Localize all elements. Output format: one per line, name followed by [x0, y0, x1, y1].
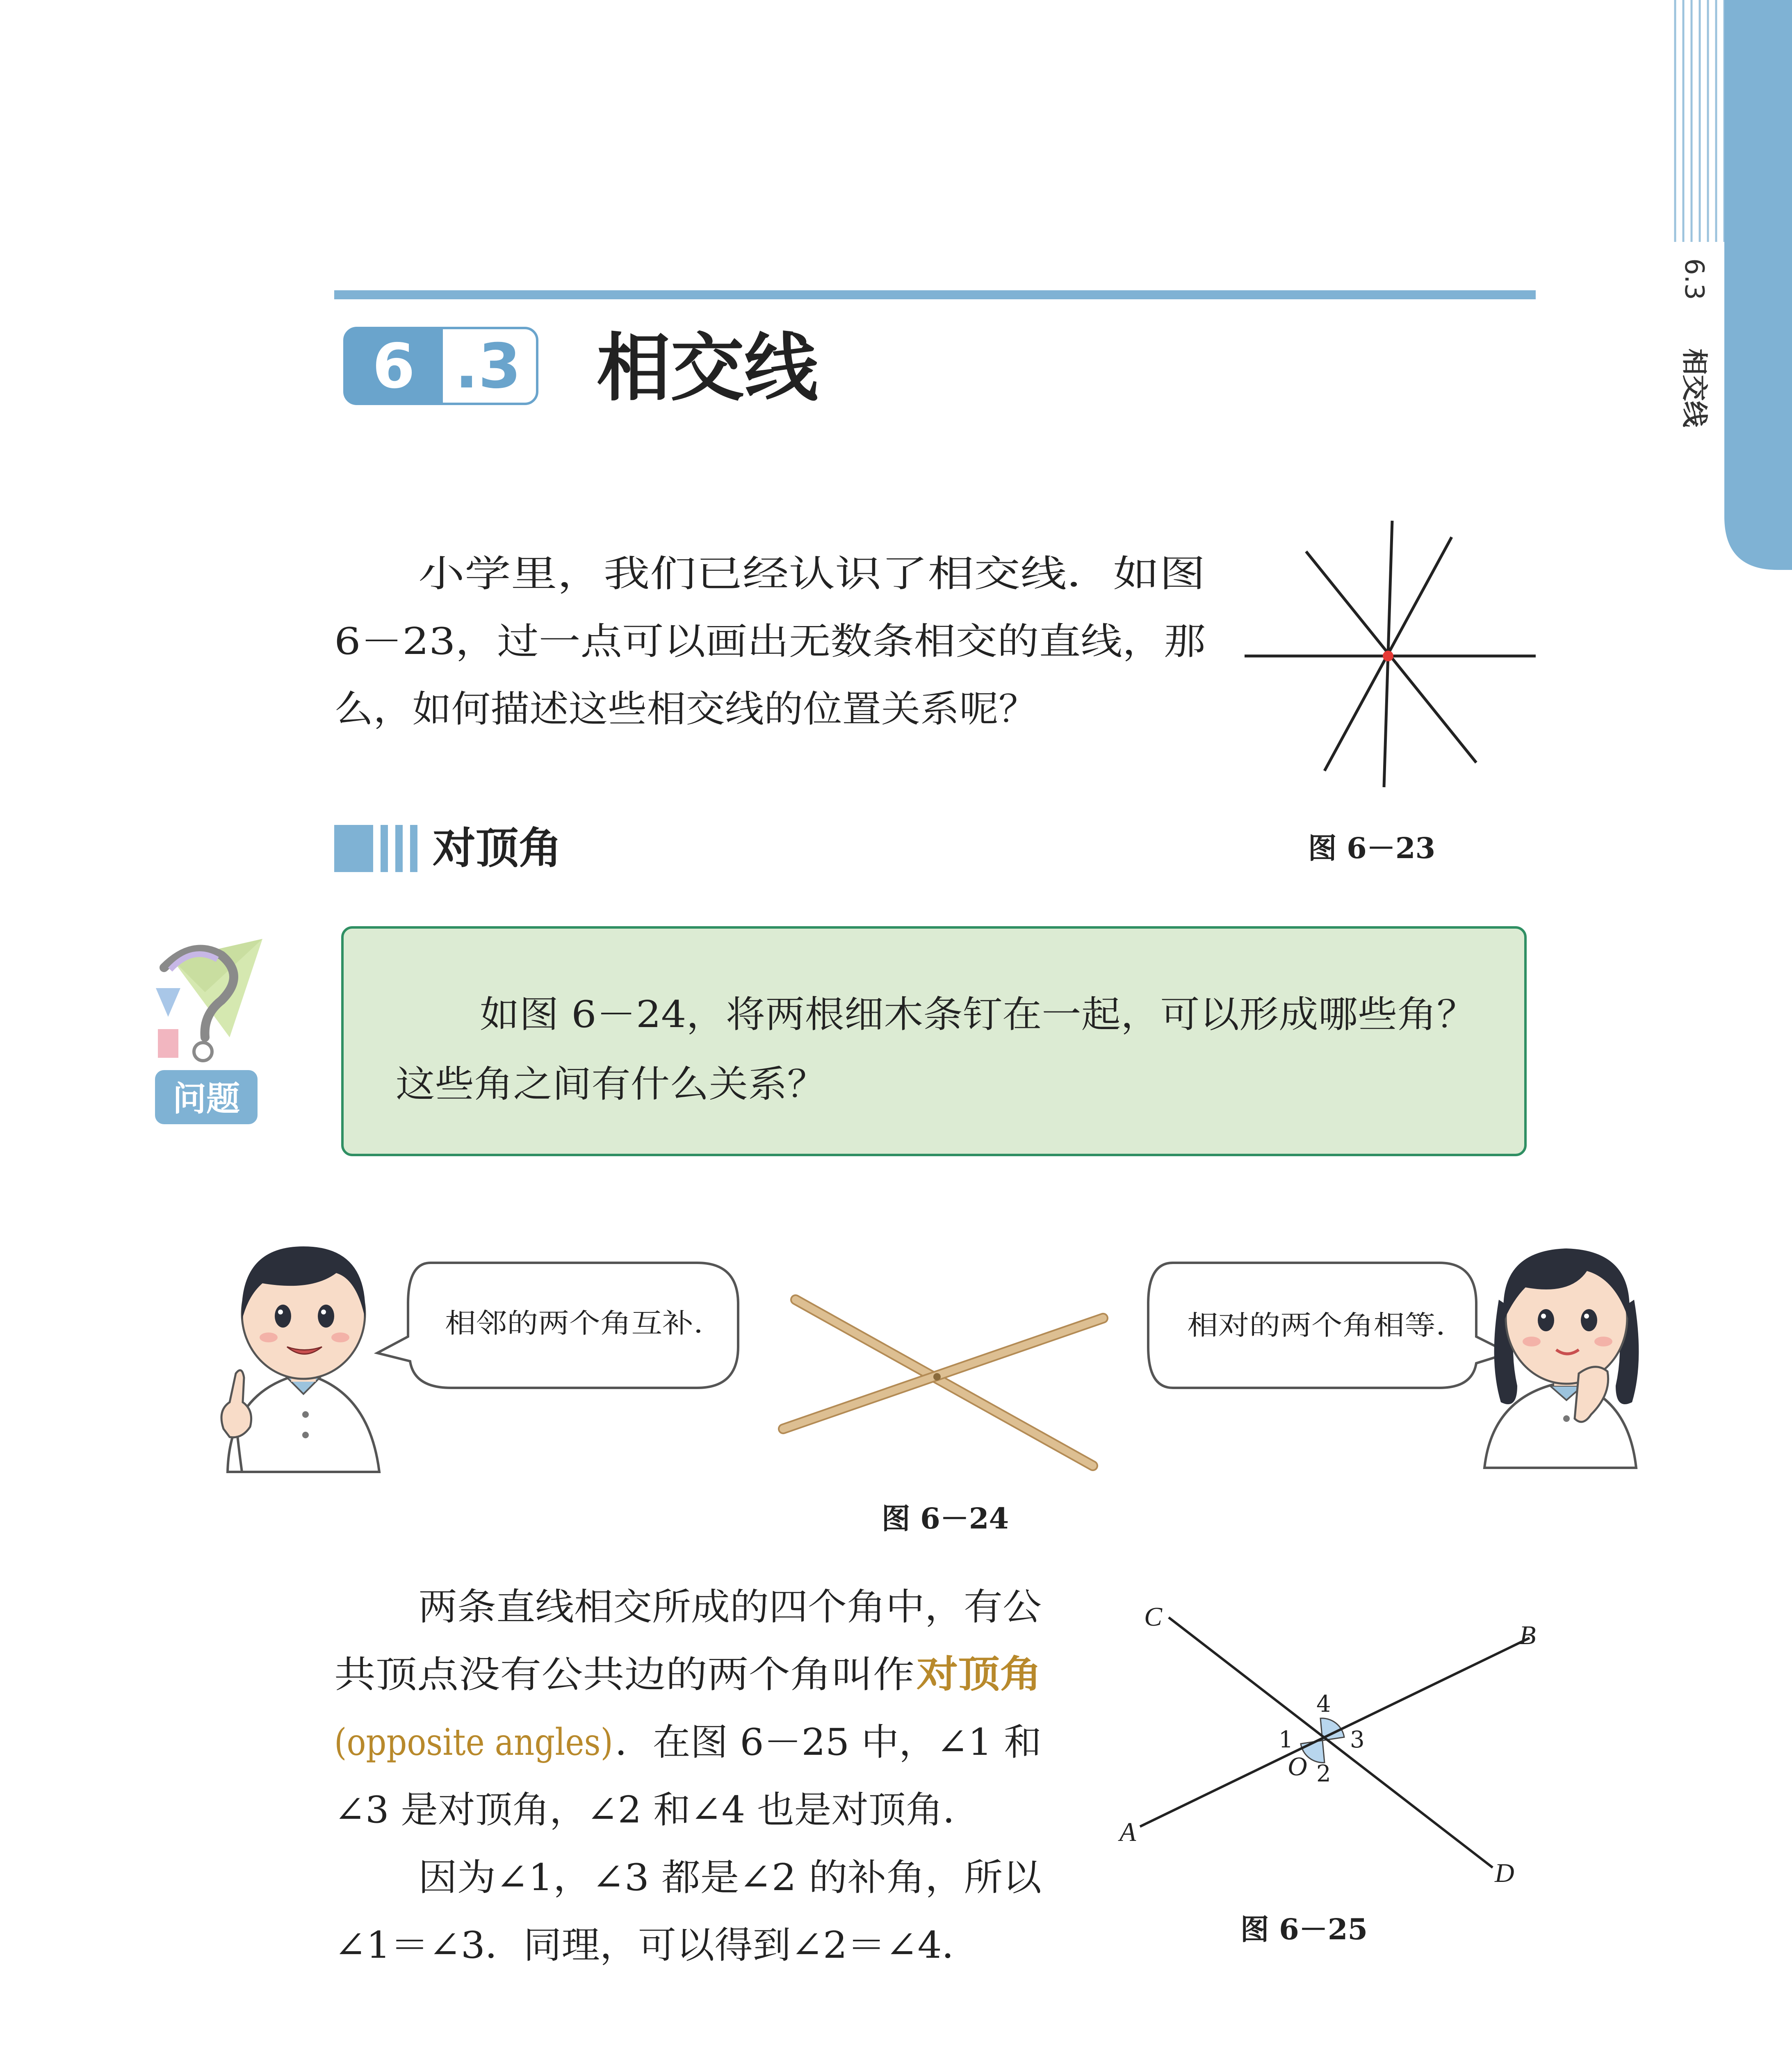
- definition-line-2a: 共顶点没有公共边的两个角叫作: [334, 1653, 914, 1696]
- question-tile-icon: [156, 988, 180, 1017]
- girl-speech-text: 相对的两个角相等.: [1187, 1310, 1445, 1341]
- definition-line-6: ∠1＝∠3．同理，可以得到∠2＝∠4．: [334, 1924, 980, 1967]
- section-number-badge: [344, 328, 537, 404]
- label-angle-2: 2: [1316, 1761, 1331, 1787]
- question-box: [342, 927, 1525, 1155]
- figure-6-23-caption: 图 6－23: [1308, 831, 1436, 865]
- question-icon: [155, 939, 262, 1124]
- definition-term-english: (opposite angles): [334, 1721, 613, 1764]
- figure-6-24: [783, 1300, 1103, 1535]
- question-line-1: 如图 6－24，将两根细木条钉在一起，可以形成哪些角？: [480, 993, 1477, 1036]
- girl-speech-bubble: [1148, 1263, 1509, 1388]
- wooden-stick-1: [796, 1300, 1093, 1466]
- definition-line-3: ．在图 6－25 中，∠1 和: [615, 1721, 1042, 1764]
- definition-term: 对顶角: [917, 1652, 1042, 1696]
- line-AB: [1140, 1638, 1530, 1827]
- nail-point: [933, 1373, 941, 1380]
- line-CD: [1169, 1617, 1493, 1868]
- subsection-title: 对顶角: [433, 823, 562, 873]
- intro-line-2: 6－23，过一点可以画出无数条相交的直线，那: [334, 620, 1206, 663]
- girl-illustration: [1484, 1248, 1639, 1468]
- boy-speech-text: 相邻的两个角互补.: [445, 1307, 703, 1339]
- definition-line-5: 因为∠1，∠3 都是∠2 的补角，所以: [418, 1856, 1044, 1899]
- section-number-main: 6: [372, 331, 415, 402]
- boy-speech-bubble: [377, 1263, 738, 1388]
- label-D: D: [1495, 1858, 1514, 1888]
- question-label: 问题: [172, 1080, 240, 1118]
- side-tab: [1675, 0, 1792, 570]
- definition-line-1: 两条直线相交所成的四个角中，有公: [418, 1585, 1042, 1629]
- section-header: [334, 290, 1536, 411]
- figure-6-25-caption: 图 6－25: [1240, 1912, 1368, 1946]
- side-tab-section: 6.3: [1679, 258, 1709, 300]
- side-tab-title: 相交线: [1679, 348, 1709, 427]
- label-A: A: [1119, 1817, 1136, 1847]
- subsection-stripe-icon: [410, 825, 417, 872]
- definition-paragraph: [334, 1585, 1043, 1967]
- section-number-suffix: .3: [455, 331, 521, 402]
- header-rule: [334, 290, 1536, 299]
- label-B: B: [1519, 1620, 1536, 1650]
- figure-6-24-caption: 图 6－24: [881, 1501, 1009, 1535]
- section-title: 相交线: [597, 326, 818, 411]
- wooden-stick-2: [783, 1318, 1103, 1429]
- label-angle-3: 3: [1350, 1727, 1365, 1753]
- side-tab-stripes: [1675, 0, 1724, 242]
- intersection-point: [1383, 651, 1393, 661]
- side-tab-block: [1724, 0, 1792, 570]
- definition-line-4: ∠3 是对顶角，∠2 和∠4 也是对顶角．: [334, 1788, 980, 1831]
- figure-6-23: [1245, 521, 1536, 865]
- subsection-bar-icon: [334, 825, 373, 872]
- figure-6-25: [1118, 1602, 1536, 1946]
- intro-line-1: 小学里，我们已经认识了相交线．如图: [418, 552, 1206, 595]
- subsection-stripe-icon: [381, 825, 388, 872]
- question-tile-icon: [158, 1029, 178, 1058]
- intro-line-3: 么，如何描述这些相交线的位置关系呢？: [334, 688, 1037, 731]
- question-dot-icon: [194, 1043, 212, 1061]
- boy-illustration: [221, 1246, 379, 1472]
- label-angle-4: 4: [1316, 1691, 1331, 1717]
- label-C: C: [1144, 1602, 1163, 1632]
- subsection-heading: [334, 823, 562, 873]
- intro-paragraph: [334, 552, 1206, 731]
- subsection-stripe-icon: [395, 825, 403, 872]
- label-angle-1: 1: [1279, 1727, 1293, 1753]
- label-O: O: [1288, 1752, 1307, 1781]
- question-line-2: 这些角之间有什么关系？: [396, 1063, 826, 1106]
